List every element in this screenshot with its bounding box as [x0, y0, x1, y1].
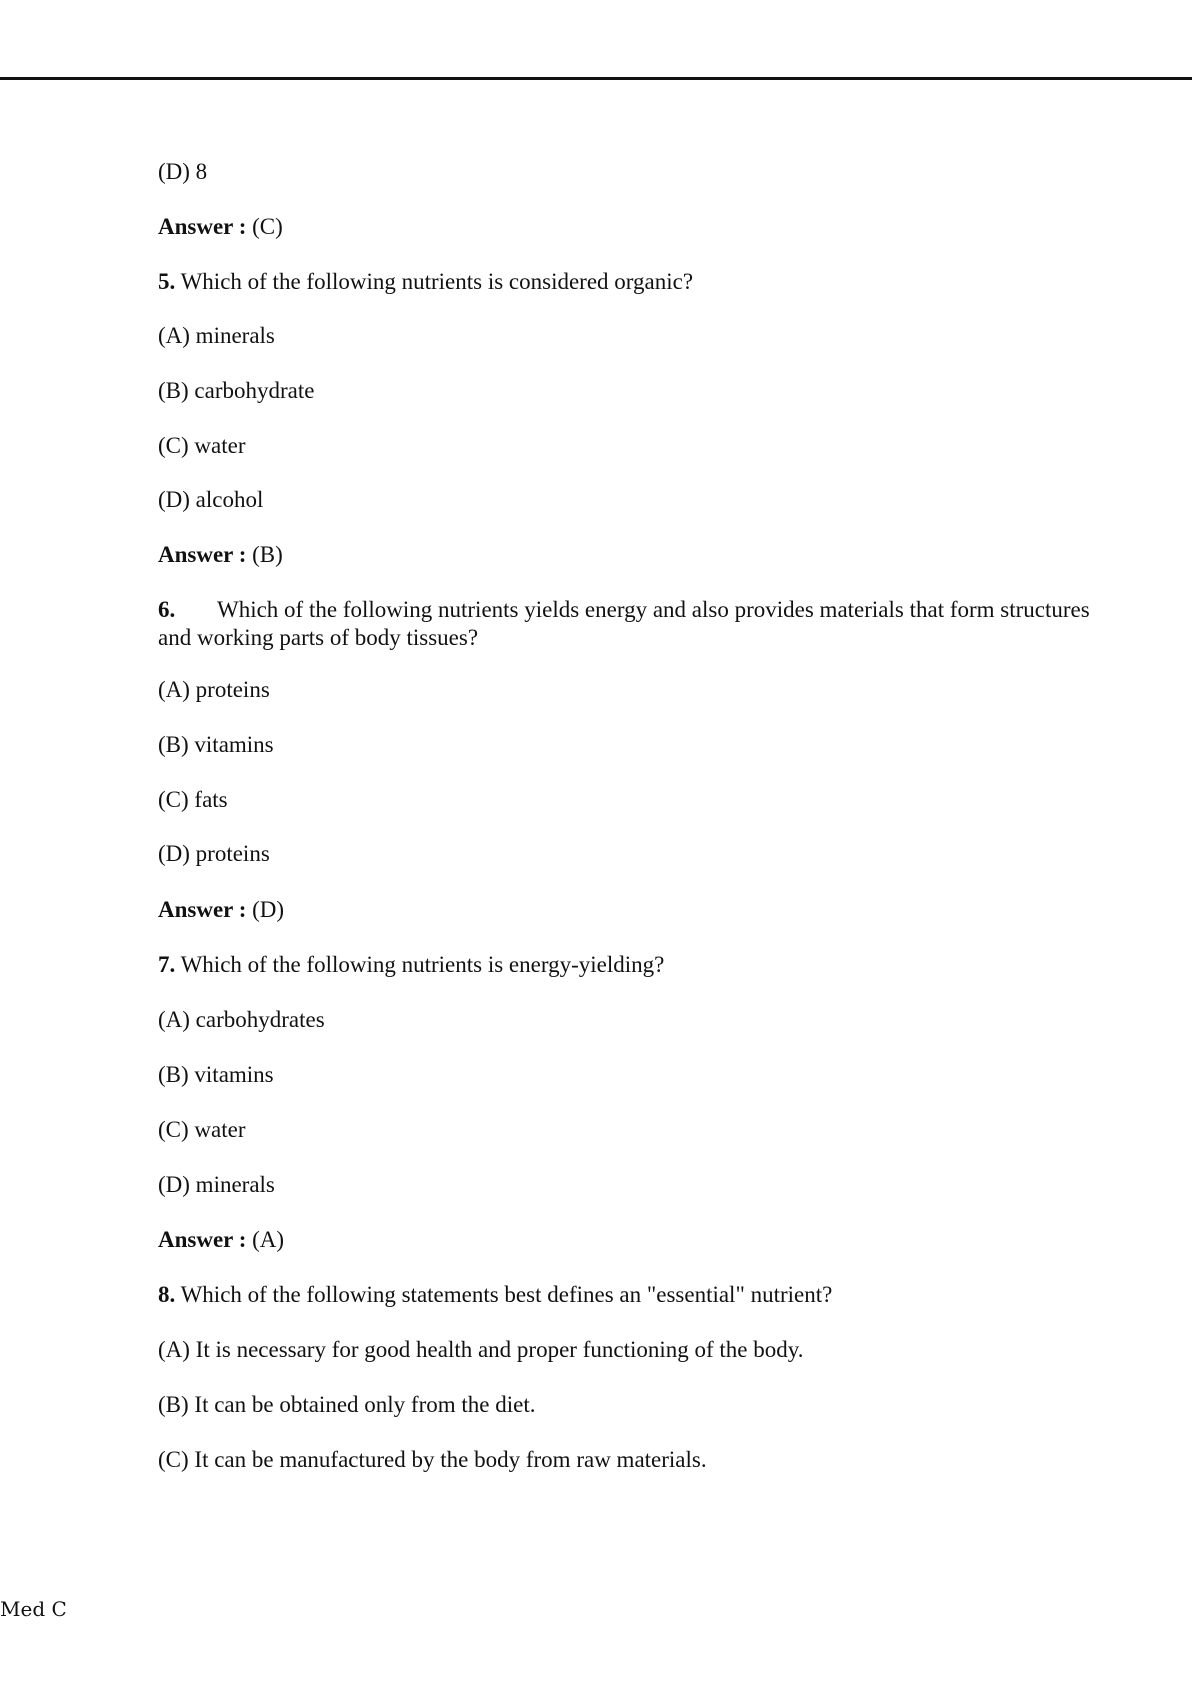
question-number: 5.	[158, 269, 176, 294]
q8-option-a: (A) It is necessary for good health and proper functioning of the body.	[158, 1337, 804, 1362]
answer-label: Answer :	[158, 897, 247, 922]
q6-option-a: (A) proteins	[158, 677, 270, 702]
q7-option-a: (A) carbohydrates	[158, 1007, 325, 1032]
answer-label: Answer :	[158, 214, 247, 239]
question-number: 6.	[158, 597, 176, 622]
question-text: Which of the following nutrients is considered organic?	[180, 269, 694, 294]
q7-option-d: (D) minerals	[158, 1172, 275, 1197]
header-rule	[0, 77, 1192, 80]
q6-option-d: (D) proteins	[158, 841, 270, 866]
answer-value: (B)	[252, 542, 283, 567]
q5-option-a: (A) minerals	[158, 323, 275, 348]
q7-answer	[158, 1226, 284, 1254]
question-text: Which of the following nutrients is energy-yielding?	[180, 952, 665, 977]
answer-label: Answer :	[158, 542, 247, 567]
q6-option-c: (C) fats	[158, 787, 228, 812]
question-8	[158, 1281, 832, 1309]
q8-option-c: (C) It can be manufactured by the body from raw materials.	[158, 1447, 707, 1472]
q6-answer	[158, 896, 284, 924]
answer-value: (C)	[252, 214, 283, 239]
q5-answer	[158, 541, 283, 569]
question-number: 7.	[158, 952, 176, 977]
question-text: Which of the following statements best defines an "essential" nutrient?	[180, 1282, 833, 1307]
q6-option-b: (B) vitamins	[158, 732, 274, 757]
question-6	[158, 596, 1098, 652]
prev-option-d: (D) 8	[158, 159, 208, 184]
prev-answer	[158, 213, 283, 241]
footer-label: Med C	[0, 1597, 67, 1621]
question-number: 8.	[158, 1282, 176, 1307]
answer-value: (A)	[252, 1227, 285, 1252]
question-5	[158, 268, 693, 296]
q7-option-b: (B) vitamins	[158, 1062, 274, 1087]
question-text: Which of the following nutrients yields energy and also provides materials that form structures and working parts of body tissues?	[158, 597, 1090, 650]
q8-option-b: (B) It can be obtained only from the diet.	[158, 1392, 536, 1417]
q5-option-d: (D) alcohol	[158, 487, 264, 512]
answer-label: Answer :	[158, 1227, 247, 1252]
question-7	[158, 951, 664, 979]
q5-option-c: (C) water	[158, 433, 246, 458]
q7-option-c: (C) water	[158, 1117, 246, 1142]
q5-option-b: (B) carbohydrate	[158, 378, 315, 403]
answer-value: (D)	[252, 897, 285, 922]
